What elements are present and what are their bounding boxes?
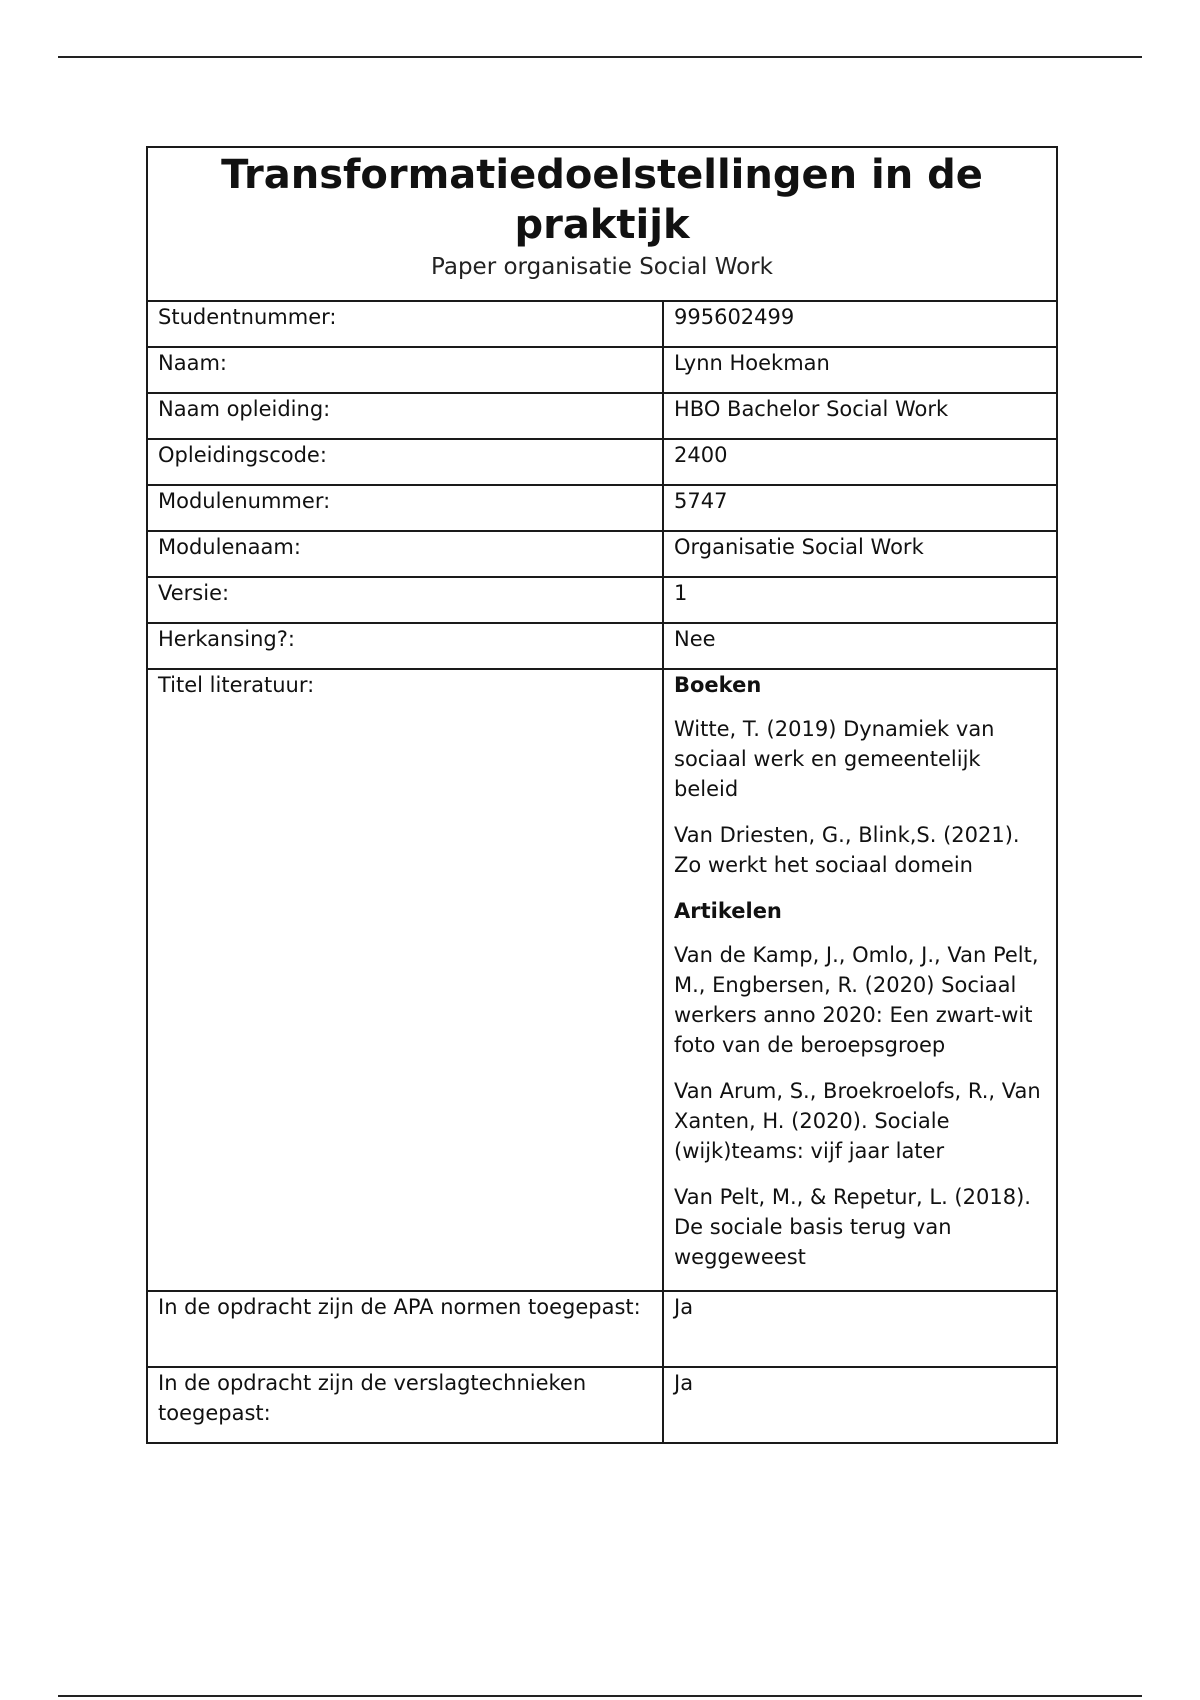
row-value: 5747 <box>663 485 1057 531</box>
row-label: In de opdracht zijn de APA normen toegepast: <box>147 1291 663 1367</box>
table-row <box>147 301 1057 347</box>
books-heading: Boeken <box>674 673 762 697</box>
row-value: 995602499 <box>663 301 1057 347</box>
table-row <box>147 623 1057 669</box>
row-value: HBO Bachelor Social Work <box>663 393 1057 439</box>
bottom-rule <box>58 1695 1142 1697</box>
table-row <box>147 1367 1057 1443</box>
row-value: Ja <box>663 1367 1057 1443</box>
table-row <box>147 485 1057 531</box>
row-value: 2400 <box>663 439 1057 485</box>
document-title: Transformatiedoelstellingen in de praktijk <box>221 152 983 248</box>
literature-row <box>147 669 1057 1291</box>
document-subtitle: Paper organisatie Social Work <box>431 254 773 280</box>
articles-heading: Artikelen <box>674 899 782 923</box>
row-value: Nee <box>663 623 1057 669</box>
row-label: Modulenummer: <box>147 485 663 531</box>
title-cell <box>147 147 1057 301</box>
row-label: Titel literatuur: <box>147 669 663 1291</box>
table-row <box>147 531 1057 577</box>
row-label: In de opdracht zijn de verslagtechnieken toegepast: <box>147 1367 663 1443</box>
row-label: Opleidingscode: <box>147 439 663 485</box>
row-label: Studentnummer: <box>147 301 663 347</box>
table-row <box>147 347 1057 393</box>
row-value: 1 <box>663 577 1057 623</box>
row-label: Versie: <box>147 577 663 623</box>
literature-cell <box>663 669 1057 1291</box>
literature-item: Van Pelt, M., & Repetur, L. (2018). De sociale basis terug van weggeweest <box>674 1185 1031 1269</box>
cover-table <box>146 146 1058 1444</box>
literature-item: Van Driesten, G., Blink,S. (2021). Zo werkt het sociaal domein <box>674 823 1020 877</box>
table-row <box>147 439 1057 485</box>
row-value: Ja <box>663 1291 1057 1367</box>
row-value: Lynn Hoekman <box>663 347 1057 393</box>
top-rule <box>58 56 1142 58</box>
row-label: Herkansing?: <box>147 623 663 669</box>
table-row <box>147 577 1057 623</box>
row-label: Naam opleiding: <box>147 393 663 439</box>
row-label: Naam: <box>147 347 663 393</box>
table-row <box>147 393 1057 439</box>
row-value: Organisatie Social Work <box>663 531 1057 577</box>
literature-item: Van Arum, S., Broekroelofs, R., Van Xanten, H. (2020). Sociale (wijk)teams: vijf jaar later <box>674 1079 1041 1163</box>
table-row <box>147 1291 1057 1367</box>
literature-item: Witte, T. (2019) Dynamiek van sociaal werk en gemeentelijk beleid <box>674 717 995 801</box>
literature-item: Van de Kamp, J., Omlo, J., Van Pelt, M., Engbersen, R. (2020) Sociaal werkers anno 2020: Een zwart-wit foto van de beroepsgroep <box>674 943 1039 1057</box>
row-label: Modulenaam: <box>147 531 663 577</box>
